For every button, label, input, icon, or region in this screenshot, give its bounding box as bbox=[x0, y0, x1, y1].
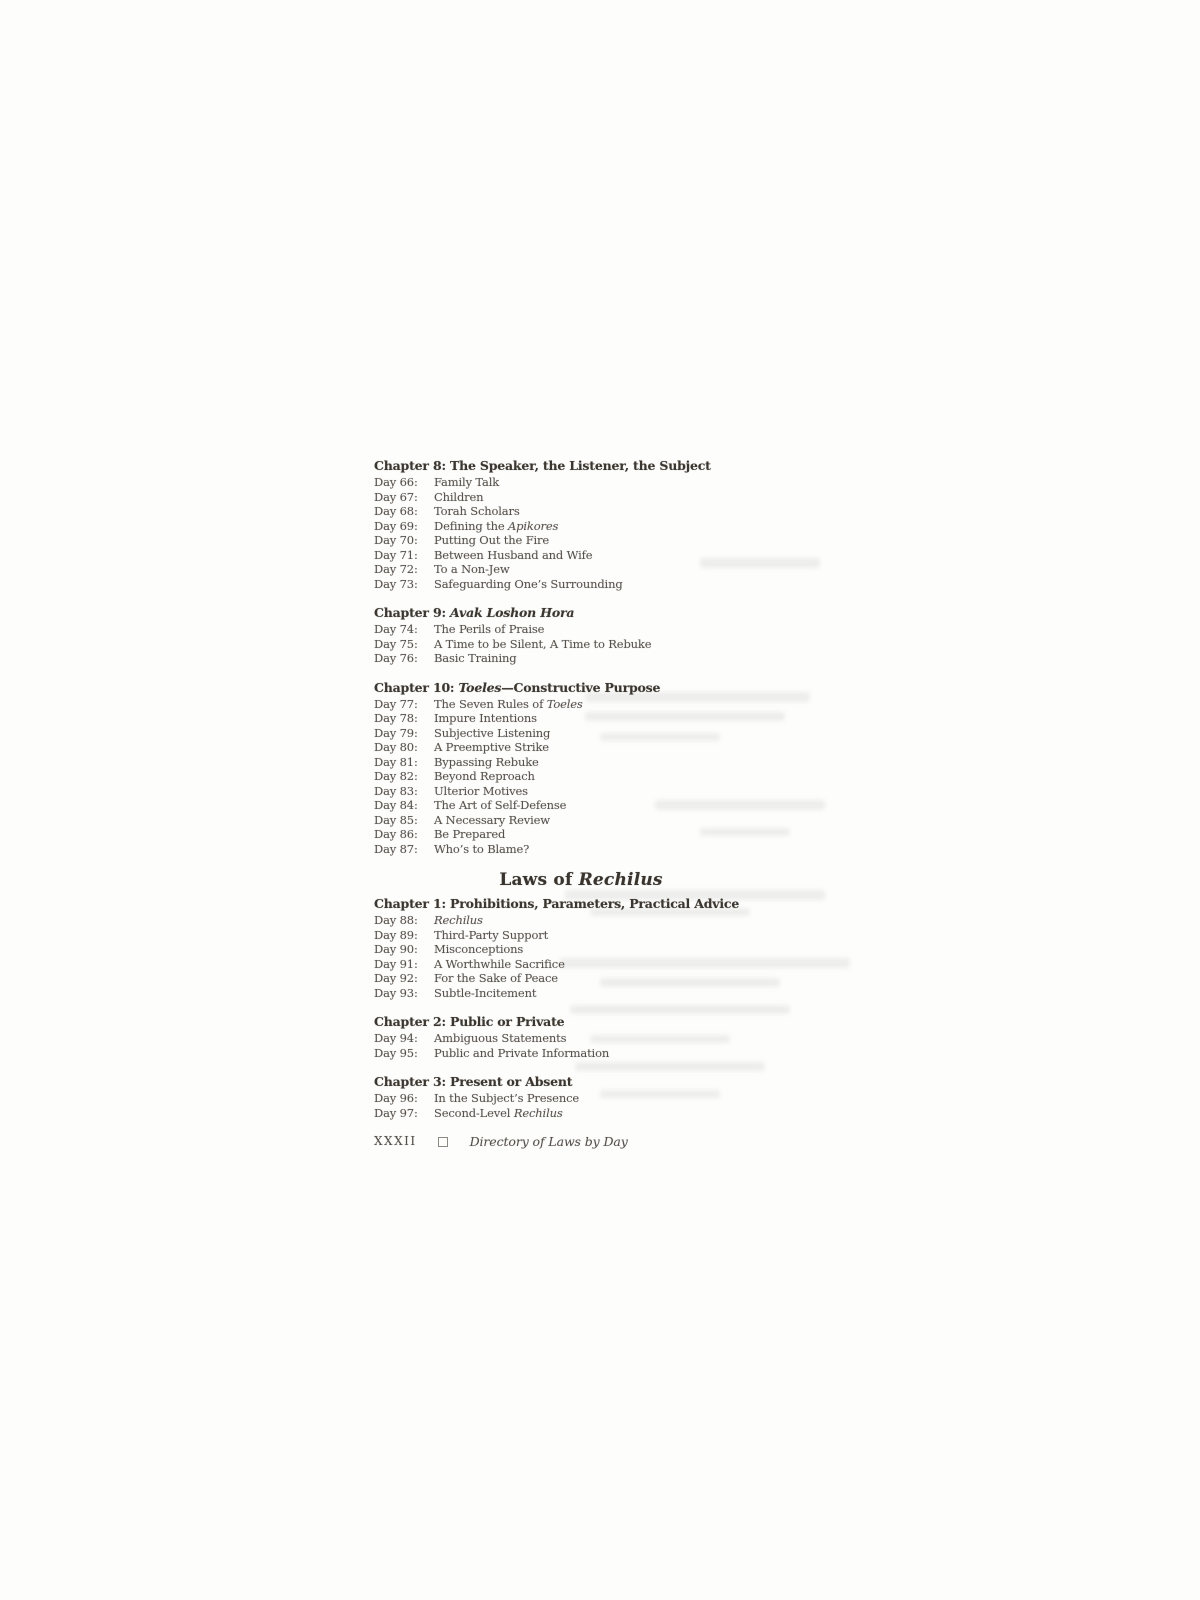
text-segment: Chapter 8: The Speaker, the Listener, the Subject bbox=[374, 458, 711, 473]
text-segment: Chapter 9: bbox=[374, 605, 451, 620]
toc-row bbox=[374, 971, 788, 986]
open-square-icon bbox=[438, 1137, 448, 1147]
day-title bbox=[434, 504, 788, 519]
chapter-heading bbox=[374, 1014, 788, 1029]
text-segment: Subtle-Incitement bbox=[434, 985, 537, 1000]
italic-text-segment: Rechilus bbox=[513, 1105, 563, 1120]
toc-row bbox=[374, 813, 788, 828]
toc-row bbox=[374, 1046, 788, 1061]
text-segment: The Art of Self-Defense bbox=[434, 798, 567, 812]
text-segment: Chapter 2: Public or Private bbox=[374, 1014, 565, 1029]
chapter-section bbox=[374, 680, 788, 857]
italic-text-segment: Rechilus bbox=[434, 913, 483, 927]
day-title bbox=[434, 813, 788, 828]
text-segment: Laws of bbox=[499, 870, 579, 890]
day-title bbox=[434, 986, 788, 1001]
toc-row bbox=[374, 490, 788, 505]
day-title bbox=[434, 1106, 788, 1121]
directory-content bbox=[374, 458, 788, 1149]
chapter-section bbox=[374, 458, 788, 591]
day-label: Day 66: bbox=[374, 475, 418, 489]
day-title bbox=[434, 913, 788, 928]
day-title bbox=[434, 1046, 788, 1061]
text-segment: Putting Out the Fire bbox=[434, 533, 550, 547]
text-segment: Public and Private Information bbox=[434, 1045, 610, 1060]
text-segment: Chapter 10: bbox=[374, 679, 459, 695]
day-title bbox=[434, 726, 788, 741]
toc-row bbox=[374, 1031, 788, 1046]
day-label: Day 88: bbox=[374, 913, 418, 927]
day-title bbox=[434, 740, 788, 755]
day-label: Day 91: bbox=[374, 956, 418, 971]
day-label: Day 85: bbox=[374, 812, 418, 827]
text-segment: A Necessary Review bbox=[434, 812, 550, 827]
day-title bbox=[434, 1031, 788, 1046]
day-label: Day 67: bbox=[374, 489, 418, 504]
text-segment: A Preemptive Strike bbox=[434, 740, 549, 754]
day-label: Day 68: bbox=[374, 504, 418, 518]
toc-row bbox=[374, 533, 788, 548]
day-label: Day 83: bbox=[374, 783, 418, 798]
day-title bbox=[434, 827, 788, 842]
day-title bbox=[434, 928, 788, 943]
chapter-section bbox=[374, 605, 788, 666]
day-label: Day 71: bbox=[374, 547, 418, 562]
text-segment: Defining the bbox=[434, 518, 509, 533]
text-segment: A Worthwhile Sacrifice bbox=[434, 956, 565, 971]
day-title bbox=[434, 577, 788, 592]
day-title bbox=[434, 784, 788, 799]
page-footer bbox=[374, 1134, 788, 1149]
chapter-heading bbox=[374, 605, 788, 620]
day-title bbox=[434, 519, 788, 534]
day-title bbox=[434, 798, 788, 813]
day-title bbox=[434, 1091, 788, 1106]
text-segment: Torah Scholars bbox=[434, 504, 520, 518]
toc-row bbox=[374, 957, 788, 972]
text-segment: In the Subject’s Presence bbox=[434, 1091, 580, 1105]
day-label: Day 92: bbox=[374, 971, 418, 985]
toc-row bbox=[374, 637, 788, 652]
text-segment: Ambiguous Statements bbox=[434, 1031, 567, 1045]
toc-row bbox=[374, 827, 788, 842]
toc-row bbox=[374, 504, 788, 519]
toc-row bbox=[374, 755, 788, 770]
chapter-heading bbox=[374, 680, 788, 695]
italic-text-segment: Toeles bbox=[546, 696, 583, 711]
day-title bbox=[434, 651, 788, 666]
day-label: Day 79: bbox=[374, 725, 418, 740]
footer-running-title: Directory of Laws by Day bbox=[469, 1134, 628, 1149]
day-label: Day 86: bbox=[374, 827, 418, 841]
italic-text-segment: Avak Loshon Hora bbox=[450, 605, 575, 620]
day-title bbox=[434, 562, 788, 577]
toc-row bbox=[374, 622, 788, 637]
day-title bbox=[434, 490, 788, 505]
text-segment: Be Prepared bbox=[434, 827, 506, 841]
toc-row bbox=[374, 1091, 788, 1106]
day-title bbox=[434, 957, 788, 972]
chapter-section bbox=[374, 896, 788, 1000]
day-title bbox=[434, 942, 788, 957]
day-label: Day 69: bbox=[374, 518, 418, 533]
toc-row bbox=[374, 577, 788, 592]
text-segment: Basic Training bbox=[434, 651, 517, 665]
text-segment: Family Talk bbox=[434, 475, 500, 489]
text-segment: —Constructive Purpose bbox=[501, 679, 661, 695]
day-label: Day 82: bbox=[374, 769, 418, 783]
text-segment: Subjective Listening bbox=[434, 725, 551, 740]
toc-row bbox=[374, 842, 788, 857]
day-label: Day 97: bbox=[374, 1105, 418, 1120]
text-segment: Third-Party Support bbox=[434, 927, 549, 942]
toc-row bbox=[374, 986, 788, 1001]
text-segment: Misconceptions bbox=[434, 942, 524, 956]
chapter-heading bbox=[374, 1074, 788, 1089]
italic-text-segment: Rechilus bbox=[578, 870, 663, 890]
day-label: Day 93: bbox=[374, 985, 418, 1000]
day-title bbox=[434, 971, 788, 986]
chapter-heading bbox=[374, 458, 788, 473]
text-segment: Ulterior Motives bbox=[434, 783, 528, 798]
text-segment: Second-Level bbox=[434, 1105, 514, 1120]
toc-row bbox=[374, 798, 788, 813]
chapter-heading bbox=[374, 896, 788, 911]
text-segment: The Perils of Praise bbox=[434, 622, 545, 636]
day-label: Day 72: bbox=[374, 562, 418, 576]
day-title bbox=[434, 711, 788, 726]
text-segment: The Seven Rules of bbox=[434, 696, 547, 711]
day-label: Day 75: bbox=[374, 636, 418, 651]
toc-row bbox=[374, 651, 788, 666]
day-label: Day 73: bbox=[374, 576, 418, 591]
toc-row bbox=[374, 562, 788, 577]
chapter-section bbox=[374, 1014, 788, 1060]
toc-row bbox=[374, 697, 788, 712]
day-title bbox=[434, 548, 788, 563]
italic-text-segment: Toeles bbox=[458, 679, 502, 695]
day-title bbox=[434, 697, 788, 712]
text-segment: Between Husband and Wife bbox=[434, 547, 593, 562]
toc-row bbox=[374, 769, 788, 784]
day-label: Day 84: bbox=[374, 798, 418, 812]
day-title bbox=[434, 622, 788, 637]
day-label: Day 80: bbox=[374, 740, 418, 754]
day-label: Day 90: bbox=[374, 942, 418, 956]
page-number: XXXII bbox=[374, 1134, 417, 1148]
toc-row bbox=[374, 784, 788, 799]
day-title bbox=[434, 637, 788, 652]
toc-row bbox=[374, 548, 788, 563]
day-label: Day 74: bbox=[374, 622, 418, 636]
day-label: Day 94: bbox=[374, 1031, 418, 1045]
day-label: Day 87: bbox=[374, 841, 418, 856]
toc-row bbox=[374, 942, 788, 957]
day-title bbox=[434, 769, 788, 784]
text-segment: A Time to be Silent, A Time to Rebuke bbox=[434, 636, 652, 651]
day-label: Day 96: bbox=[374, 1091, 418, 1105]
day-label: Day 70: bbox=[374, 533, 418, 547]
day-title bbox=[434, 842, 788, 857]
text-segment: Impure Intentions bbox=[434, 711, 537, 725]
toc-row bbox=[374, 1106, 788, 1121]
text-segment: To a Non-Jew bbox=[434, 562, 510, 576]
day-label: Day 81: bbox=[374, 754, 418, 769]
day-title bbox=[434, 475, 788, 490]
text-segment: For the Sake of Peace bbox=[434, 971, 558, 985]
text-segment: Beyond Reproach bbox=[434, 769, 535, 783]
toc-row bbox=[374, 726, 788, 741]
day-title bbox=[434, 755, 788, 770]
day-title bbox=[434, 533, 788, 548]
text-segment: Who’s to Blame? bbox=[434, 841, 530, 856]
day-label: Day 76: bbox=[374, 651, 418, 665]
day-label: Day 77: bbox=[374, 696, 418, 711]
toc-row bbox=[374, 475, 788, 490]
text-segment: Safeguarding One’s Surrounding bbox=[434, 576, 623, 591]
italic-text-segment: Apikores bbox=[508, 518, 559, 533]
toc-row bbox=[374, 711, 788, 726]
day-label: Day 78: bbox=[374, 711, 418, 725]
text-segment: Chapter 3: Present or Absent bbox=[374, 1074, 573, 1089]
toc-row bbox=[374, 519, 788, 534]
toc-row bbox=[374, 740, 788, 755]
day-label: Day 95: bbox=[374, 1045, 418, 1060]
text-segment: Bypassing Rebuke bbox=[434, 754, 539, 769]
toc-row bbox=[374, 913, 788, 928]
toc-row bbox=[374, 928, 788, 943]
chapter-section bbox=[374, 1074, 788, 1120]
text-segment: Children bbox=[434, 489, 484, 504]
day-label: Day 89: bbox=[374, 927, 418, 942]
part-heading bbox=[374, 870, 788, 891]
text-segment: Chapter 1: Prohibitions, Parameters, Practical Advice bbox=[374, 896, 740, 911]
